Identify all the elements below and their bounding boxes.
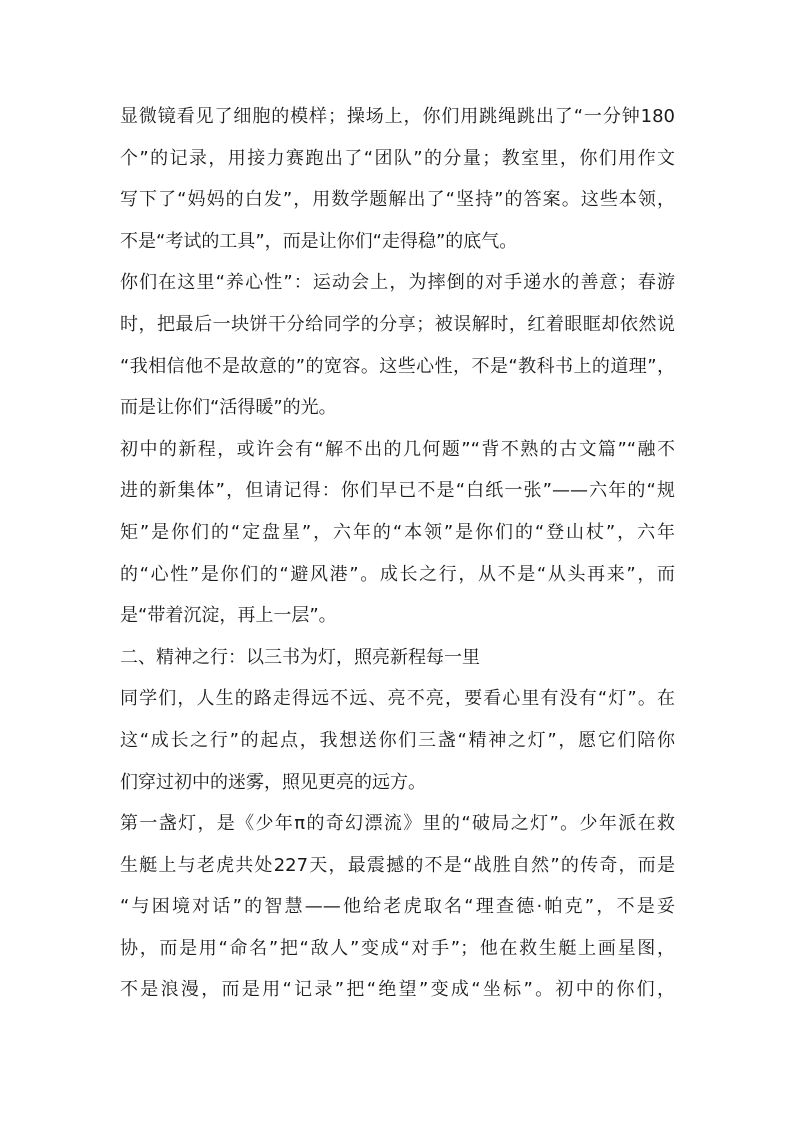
text-line: 初中的新程，或许会有“解不出的几何题”“背不熟的古文篇”“融不 — [120, 438, 675, 460]
text-line: “我相信他不是故意的”的宽容。这些心性，不是“教科书上的道理”， — [120, 355, 675, 377]
text-line: 协，而是用“命名”把“敌人”变成“对手”；他在救生艇上画星图， — [120, 937, 675, 959]
paragraph-end-line: 们穿过初中的迷雾，照见更亮的远方。 — [120, 771, 426, 793]
text-line: 个”的记录，用接力赛跑出了“团队”的分量；教室里，你们用作文 — [120, 147, 675, 169]
text-line: 显微镜看见了细胞的模样；操场上，你们用跳绳跳出了“一分钟180 — [120, 106, 675, 127]
text-line: 时，把最后一块饼干分给同学的分享；被误解时，红着眼眶却依然说 — [120, 313, 675, 335]
body-text — [120, 96, 675, 1011]
section-heading: 二、精神之行：以三书为灯，照亮新程每一里 — [120, 646, 480, 668]
text-line: 的“心性”是你们的“避风港”。成长之行，从不是“从头再来”，而 — [120, 563, 675, 585]
text-line: “与困境对话”的智慧——他给老虎取名“理查德·帕克”，不是妥 — [120, 896, 675, 918]
text-line: 进的新集体”，但请记得：你们早已不是“白纸一张”——六年的“规 — [120, 480, 675, 502]
text-line: 写下了“妈妈的白发”，用数学题解出了“坚持”的答案。这些本领， — [120, 189, 675, 211]
text-line: 不是浪漫，而是用“记录”把“绝望”变成“坐标”。初中的你们， — [120, 979, 675, 1001]
text-line: 这“成长之行”的起点，我想送你们三盏“精神之灯”，愿它们陪你 — [120, 729, 675, 751]
text-line: 同学们，人生的路走得远不远、亮不亮，要看心里有没有“灯”。在 — [120, 688, 675, 710]
text-line: 生艇上与老虎共处227天，最震撼的不是“战胜自然”的传奇，而是 — [120, 854, 675, 876]
text-line: 你们在这里“养心性”：运动会上，为摔倒的对手递水的善意；春游 — [120, 272, 675, 294]
text-line: 第一盏灯，是《少年π的奇幻漂流》里的“破局之灯”。少年派在救 — [120, 813, 676, 835]
paragraph-end-line: 是“带着沉淀，再上一层”。 — [120, 605, 337, 627]
text-line: 矩”是你们的“定盘星”，六年的“本领”是你们的“登山杖”，六年 — [120, 521, 675, 543]
paragraph-end-line: 不是“考试的工具”，而是让你们“走得稳”的底气。 — [120, 230, 518, 252]
paragraph-end-line: 而是让你们“活得暖”的光。 — [120, 397, 337, 419]
